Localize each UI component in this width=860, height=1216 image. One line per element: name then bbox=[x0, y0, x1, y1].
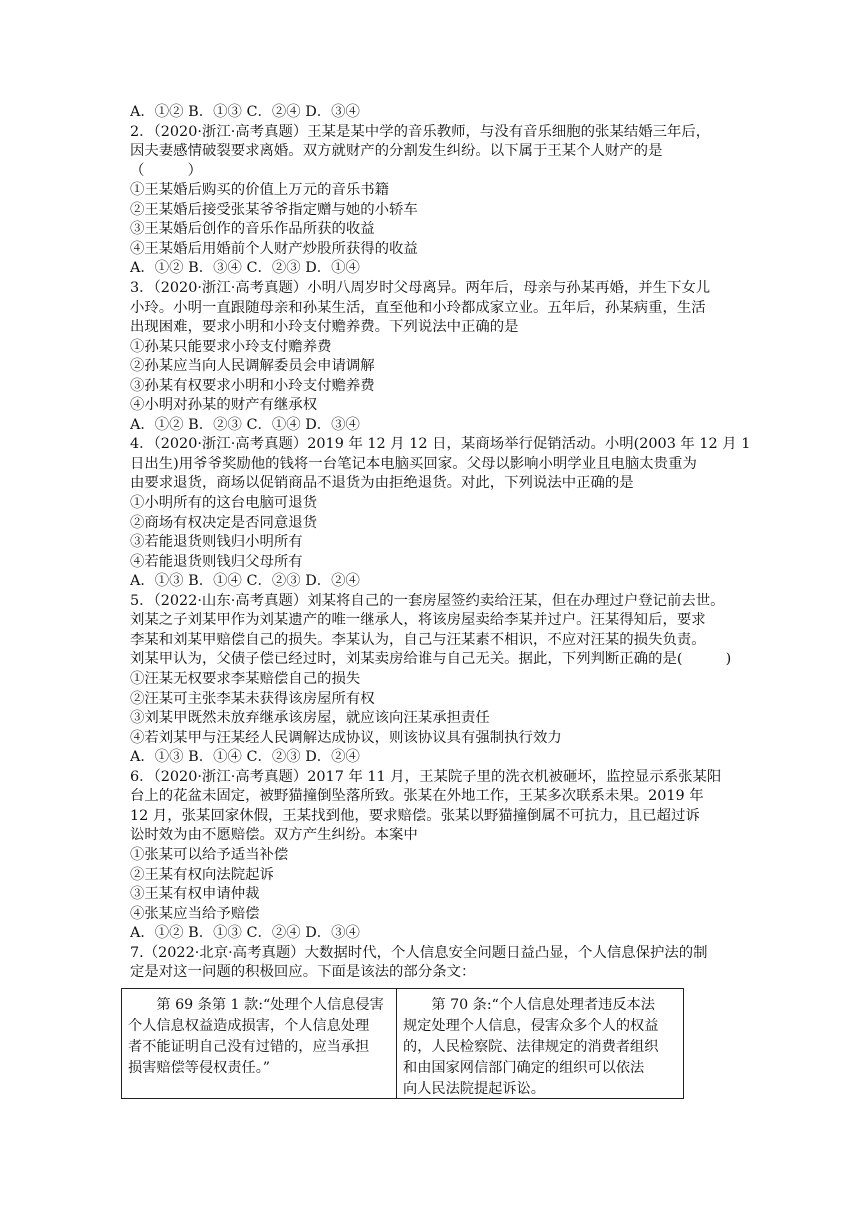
text-line: ③王某有权申请仲裁 bbox=[130, 886, 260, 902]
text-line: 小玲。小明一直跟随母亲和孙某生活，直至他和小玲都成家立业。五年后，孙某病重，生活 bbox=[130, 299, 706, 316]
text-line: ③刘某甲既然未放弃继承该房屋，就应该向汪某承担责任 bbox=[130, 710, 490, 727]
text-line: 日出生)用爷爷奖励他的钱将一台笔记本电脑买回家。父母以影响小明学业且电脑太贵重为 bbox=[130, 455, 697, 472]
text-line: ④张某应当给予赔偿 bbox=[130, 905, 260, 922]
law-articles-table bbox=[121, 988, 684, 1099]
text-line: 定是对这一问题的积极回应。下面是该法的部分条文： bbox=[130, 964, 476, 981]
text-line: ④王某婚后用婚前个人财产炒股所获得的收益 bbox=[130, 240, 418, 257]
text-line: ①小明所有的这台电脑可退货 bbox=[130, 495, 318, 511]
text-line: ④若能退货则钱归父母所有 bbox=[130, 553, 303, 570]
text-line: A．①② B．①③ C．②④ D．③④ bbox=[130, 104, 360, 120]
table-line: 者不能证明自己没有过错的，应当承担 bbox=[128, 1039, 370, 1055]
text-line: （ ） bbox=[130, 162, 202, 179]
text-line: 2．（2020·浙江·高考真题）王某是某中学的音乐教师，与没有音乐细胞的张某结婚三年后， bbox=[130, 123, 711, 140]
text-line: ③孙某有权要求小明和小玲支付赡养费 bbox=[130, 377, 375, 394]
text-line: A．①② B．③④ C．②③ D．①④ bbox=[130, 260, 360, 277]
text-line: 出现困难，要求小明和小玲支付赡养费。下列说法中正确的是 bbox=[130, 319, 519, 336]
text-line: ①孙某只能要求小玲支付赡养费 bbox=[130, 338, 332, 355]
table-line: 第 69 条第 1 款:“处理个人信息侵害 bbox=[128, 997, 384, 1013]
text-line: ④若刘某甲与汪某经人民调解达成协议，则该协议具有强制执行效力 bbox=[130, 729, 562, 746]
table-line: 和由国家网信部门确定的组织可以依法 bbox=[403, 1060, 645, 1076]
text-line: 刘某甲认为，父债子偿已经过时，刘某卖房给谁与自己无关。据此，下列判断正确的是( ) bbox=[130, 651, 732, 668]
text-line: ②王某婚后接受张某爷爷指定赠与她的小轿车 bbox=[130, 201, 418, 218]
text-line: ②商场有权决定是否同意退货 bbox=[130, 514, 318, 531]
text-line: A．①② B．②③ C．①④ D．③④ bbox=[130, 416, 360, 433]
text-line: ③若能退货则钱归小明所有 bbox=[130, 534, 303, 551]
table-line: 第 70 条:“个人信息处理者违反本法 bbox=[403, 997, 655, 1013]
article-69-cell bbox=[122, 989, 397, 1098]
table-line: 损害赔偿等侵权责任。” bbox=[128, 1060, 271, 1076]
table-line: 个人信息权益造成损害，个人信息处理 bbox=[128, 1018, 370, 1034]
text-line: ④小明对孙某的财产有继承权 bbox=[130, 397, 318, 414]
text-line: 7.（2022·北京·高考真题）大数据时代，个人信息安全问题日益凸显，个人信息保护法的制 bbox=[130, 944, 708, 961]
text-line: 6．（2020·浙江·高考真题）2017 年 11 月，王某院子里的洗衣机被砸坏，监控显示系张某阳 bbox=[130, 768, 722, 785]
text-line: ②汪某可主张李某未获得该房屋所有权 bbox=[130, 690, 375, 707]
article-70-cell bbox=[397, 989, 683, 1098]
text-line: ②孙某应当向人民调解委员会申请调解 bbox=[130, 358, 375, 375]
table-line: 规定处理个人信息，侵害众多个人的权益 bbox=[403, 1018, 659, 1034]
table-line: 的，人民检察院、法律规定的消费者组织 bbox=[403, 1039, 659, 1055]
text-line: ②王某有权向法院起诉 bbox=[130, 866, 274, 883]
text-line: 5．（2022·山东·高考真题）刘某将自己的一套房屋签约卖给汪某，但在办理过户登记前去世。 bbox=[130, 592, 725, 609]
text-line: 台上的花盆未固定，被野猫撞倒坠落所致。张某在外地工作，王某多次联系未果。2019 年 bbox=[130, 788, 704, 805]
text-line: 因夫妻感情破裂要求离婚。双方就财产的分割发生纠纷。以下属于王某个人财产的是 bbox=[130, 143, 663, 160]
text-line: ①王某婚后购买的价值上万元的音乐书籍 bbox=[130, 182, 390, 199]
text-line: A．①② B．①③ C．②④ D．③④ bbox=[130, 925, 360, 942]
text-line: A．①③ B．①④ C．②③ D．②④ bbox=[130, 749, 360, 766]
text-line: 4．（2020·浙江·高考真题）2019 年 12 月 12 日，某商场举行促销活动。小明(2003 年 12 月 1 bbox=[130, 436, 750, 453]
text-line: A．①③ B．①④ C．②③ D．②④ bbox=[130, 573, 360, 590]
text-line: 12 月，张某回家休假，王某找到他，要求赔偿。张某以野猫撞倒属不可抗力，且已超过诉 bbox=[130, 807, 700, 824]
text-line: 由要求退货，商场以促销商品不退货为由拒绝退货。对此，下列说法中正确的是 bbox=[130, 475, 634, 492]
text-line: ①张某可以给予适当补偿 bbox=[130, 846, 289, 863]
text-line: ①汪某无权要求李某赔偿自己的损失 bbox=[130, 671, 361, 687]
text-line: 3．（2020·浙江·高考真题）小明八周岁时父母离异。两年后，母亲与孙某再婚，并生下女儿 bbox=[130, 280, 711, 296]
text-line: 讼时效为由不愿赔偿。双方产生纠纷。本案中 bbox=[130, 827, 418, 844]
text-line: 刘某之子刘某甲作为刘某遗产的唯一继承人，将该房屋卖给李某并过户。汪某得知后，要求 bbox=[130, 612, 706, 629]
text-line: 李某和刘某甲赔偿自己的损失。李某认为，自己与汪某素不相识，不应对汪某的损失负责。 bbox=[130, 631, 706, 648]
text-line: ③王某婚后创作的音乐作品所获的收益 bbox=[130, 221, 375, 238]
table-line: 向人民法院提起诉讼。 bbox=[403, 1081, 545, 1097]
